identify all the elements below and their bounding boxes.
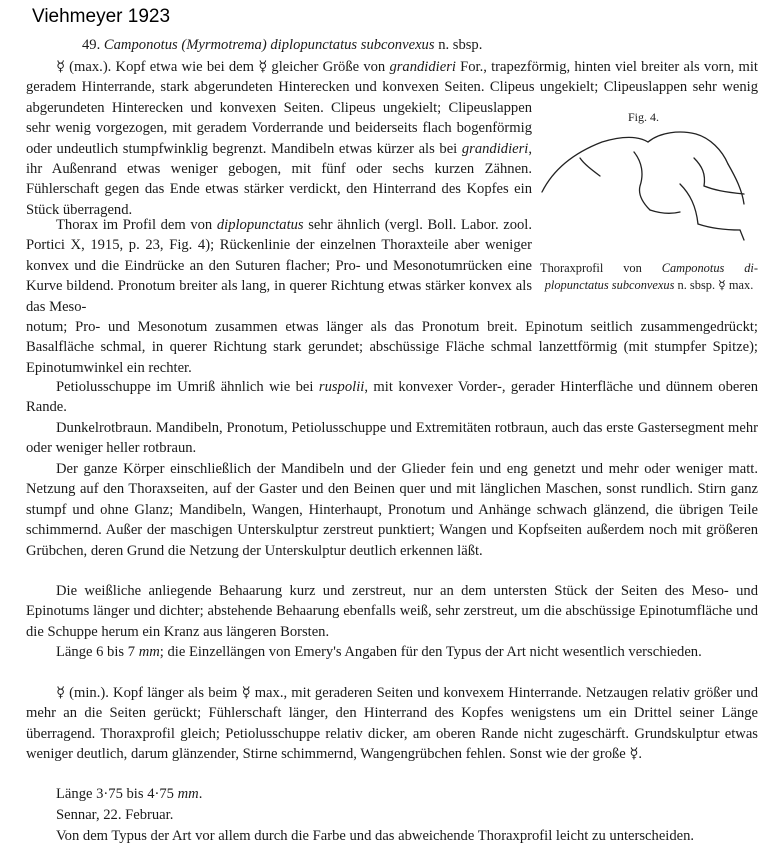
paragraph-thorax-a-wrap bbox=[26, 215, 532, 317]
paragraph-thorax-a: Thorax im Profil dem von diplopunctatus sehr ähnlich (vergl. Boll. Labor. zool. Portici X, 1915, p. 23, Fig. 4); Rückenlinie der einzelnen Thoraxteile aber weniger konvex und die Eindrücke an den Suturen flacher; Pro- und Mesonotumrücken eine Kurve bildend. Pronotum breiter als lang, in querer Richtung etwas stärker konvex als das Meso- bbox=[26, 217, 532, 315]
paragraph-head-b: abgerundeten Hinterecken und konvexen Seiten. Clipeus ungekielt; Clipeuslappen sehr wenig vorgezogen, mit geradem Vorderrande und beiderseits flach bogenförmig oder undeutlich stumpfwinklig begrenzt. Mandibeln etwas kürzer als bei grandidieri, ihr Außenrand etwas weniger gebogen, mit fünf oder sechs kurzen Zähnen. Fühlerschaft gegen das Ende etwas stärker verdickt, den Hinterrand des Kopfes ein Stück überragend. bbox=[26, 99, 532, 218]
paragraph-head-b-wrap bbox=[26, 99, 532, 221]
page-header: Viehmeyer 1923 bbox=[32, 6, 171, 27]
paragraph-head-a: ☿ (max.). Kopf etwa wie bei dem ☿ gleicher Größe von grandidieri For., trapezförmig, hinten viel breiter als vorn, mit geradem Hinterrande, stark abgerundeten Hinterecken und konvexen Seiten. Clipeus ungekielt; Clipeuslappen sehr wenig bbox=[26, 59, 758, 96]
paragraph-thorax-b: notum; Pro- und Mesonotum zusammen etwas länger als das Pronotum breit. Epinotum seitlich zusammengedrückt; Basalfläche schmal, in querer Richtung stark gerundet; abschüssige Fläche schmal lanzettförmig (mit stumpfer Spitze); Epinotumwinkel ein rechter. bbox=[26, 319, 758, 376]
species-title: 49. Camponotus (Myrmotrema) diplopunctatus subconvexus n. sbsp. bbox=[82, 37, 483, 53]
paragraph-color: Dunkelrotbraun. Mandibeln, Pronotum, Petiolusschuppe und Extremitäten rotbraun, auch das erste Gastersegment mehr oder weniger heller rotbraun. bbox=[26, 420, 758, 457]
figure-caption: Thoraxprofil von Camponotus di- plopunctatus subconvexus n. sbsp. ☿ max. bbox=[540, 261, 758, 293]
paragraph-length-max: Länge 6 bis 7 mm; die Einzellängen von Emery's Angaben für den Typus der Art nicht wesentlich verschieden. bbox=[56, 644, 702, 660]
paragraph-diagnosis: Von dem Typus der Art vor allem durch die Farbe und das abweichende Thoraxprofil leicht zu unterscheiden. bbox=[56, 828, 695, 844]
paragraph-sculpture: Der ganze Körper einschließlich der Mandibeln und der Glieder fein und eng genetzt und mehr oder weniger matt. Netzung auf den Thoraxseiten, auf der Gaster und den Beinen quer und mit länglichen Maschen, sonst rundlich. Stirn ganz stumpf und ohne Glanz; Mandibeln, Wangen, Hinterhaupt, Pronotum und Anhänge schwach glänzend, die übrigen Teile schimmernd. Außer der maschigen Unterskulptur zerstreut punktiert; Wangen und Kopfseiten außerdem noch mit größeren Grübchen, deren Grund die Netzung der Unterskulptur deutlich erkennen läßt. bbox=[26, 461, 758, 559]
figure-label: Fig. 4. bbox=[628, 110, 660, 124]
paragraph-petiolus: Petiolusschuppe im Umriß ähnlich wie bei ruspolii, mit konvexer Vorder-, gerader Hinterfläche und dünnem oberen Rande. bbox=[26, 379, 759, 416]
paragraph-length-min: Länge 3·75 bis 4·75 mm. bbox=[56, 786, 203, 802]
paragraph-locality: Sennar, 22. Februar. bbox=[56, 807, 174, 823]
thorax-profile-drawing bbox=[540, 128, 750, 243]
paragraph-pilosity: Die weißliche anliegende Behaarung kurz und zerstreut, nur an dem untersten Stück der Seiten des Meso- und Epinotums länger und dichter; abstehende Behaarung ebenfalls weiß, sehr zerstreut, um die abschüssige Epinotumfläche und die Schuppe herum ein Kranz aus längeren Borsten. bbox=[26, 583, 758, 640]
species-name: Camponotus (Myrmotrema) diplopunctatus subconvexus bbox=[103, 37, 435, 53]
paragraph-minor-worker: ☿ (min.). Kopf länger als beim ☿ max., mit geraderen Seiten und konvexem Hinterrande. Netzaugen relativ größer und mehr an die Seiten gerückt; Fühlerschaft länger, den Hinterrand des Kopfes wenigstens um ein Drittel seiner Länge überragend. Thoraxprofil gleich; Petiolusschuppe relativ dicker, am oberen Rande nicht zugeschärft. Grundskulptur etwas weniger deutlich, darum glänzender, Stirne schimmernd, Wangengrübchen fehlen. Sonst wie der große ☿. bbox=[26, 685, 758, 763]
